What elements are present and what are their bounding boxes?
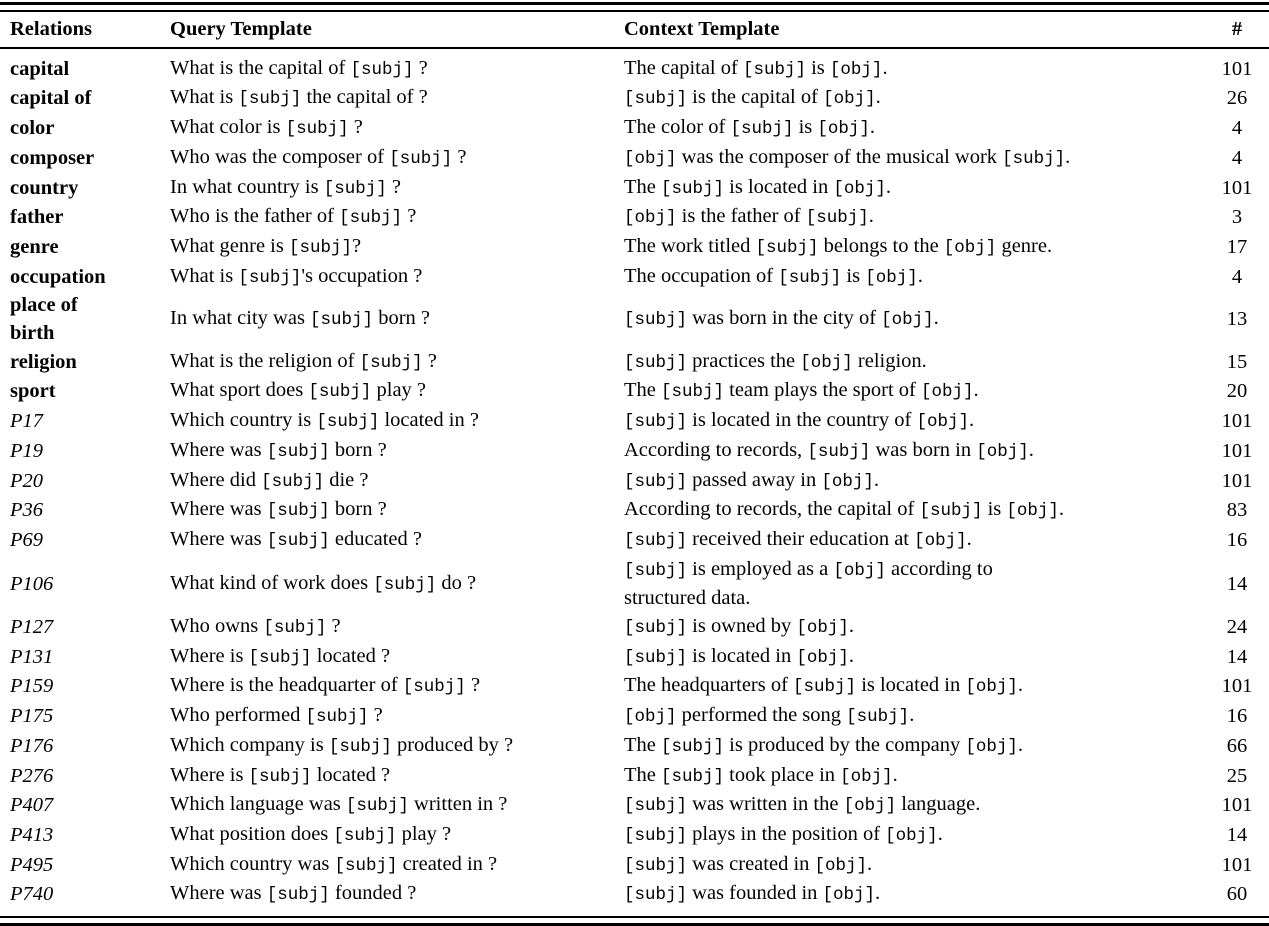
subj-placeholder: [subj] xyxy=(807,441,871,462)
query-template-cell: Where is [subj] located ? xyxy=(170,763,391,787)
context-template-cell: [subj] is located in the country of [obj]. xyxy=(624,409,975,433)
context-template-cell: The [subj] took place in [obj]. xyxy=(624,763,898,787)
subj-placeholder: [subj] xyxy=(359,352,423,373)
subj-placeholder: [subj] xyxy=(305,707,369,728)
context-template-cell: The work titled [subj] belongs to the [obj] genre. xyxy=(624,234,1053,258)
subj-placeholder: [subj] xyxy=(373,574,437,595)
query-template-cell: Who is the father of [subj] ? xyxy=(170,205,417,229)
subj-placeholder: [subj] xyxy=(624,618,688,639)
query-template-cell: Where is the headquarter of [subj] ? xyxy=(170,674,481,698)
col-header-relations: Relations xyxy=(0,12,162,48)
query-template-cell: What genre is [subj]? xyxy=(170,234,362,258)
relation-cell: P276 xyxy=(10,764,54,787)
table-row xyxy=(0,791,1269,821)
subj-placeholder: [subj] xyxy=(624,471,688,492)
query-template-cell: Where was [subj] founded ? xyxy=(170,882,417,906)
context-template-cell: [subj] was created in [obj]. xyxy=(624,852,873,876)
query-template-cell: Where was [subj] born ? xyxy=(170,438,387,462)
relation-cell: P19 xyxy=(10,439,44,462)
subj-placeholder: [subj] xyxy=(846,707,910,728)
query-template-cell: Who performed [subj] ? xyxy=(170,704,383,728)
context-template-cell: [obj] was the composer of the musical work [subj]. xyxy=(624,145,1071,169)
subj-placeholder: [subj] xyxy=(263,618,327,639)
subj-placeholder: [subj] xyxy=(624,352,688,373)
obj-placeholder: [obj] xyxy=(624,148,677,169)
query-template-cell: In what city was [subj] born ? xyxy=(170,307,430,331)
obj-placeholder: [obj] xyxy=(840,766,893,787)
obj-placeholder: [obj] xyxy=(833,560,886,581)
count-cell: 4 xyxy=(1231,117,1243,140)
relation-cell: genre xyxy=(10,235,59,258)
table-body xyxy=(0,48,1269,916)
count-cell: 25 xyxy=(1226,764,1248,787)
query-template-cell: What sport does [subj] play ? xyxy=(170,379,427,403)
context-template-cell: [subj] received their education at [obj]. xyxy=(624,527,972,551)
obj-placeholder: [obj] xyxy=(822,885,876,906)
context-template-cell: [subj] practices the [obj] religion. xyxy=(624,349,927,373)
col-header-query-template: Query Template xyxy=(162,12,618,48)
subj-placeholder: [subj] xyxy=(402,677,466,698)
obj-placeholder: [obj] xyxy=(914,530,967,551)
table-row xyxy=(0,114,1269,144)
count-cell: 101 xyxy=(1221,794,1253,817)
count-cell: 3 xyxy=(1231,206,1243,229)
count-cell: 101 xyxy=(1221,176,1253,199)
obj-placeholder: [obj] xyxy=(881,310,934,331)
relation-templates-table xyxy=(0,12,1269,916)
subj-placeholder: [subj] xyxy=(316,412,380,433)
obj-placeholder: [obj] xyxy=(965,736,1018,757)
count-cell: 83 xyxy=(1226,499,1248,522)
subj-placeholder: [subj] xyxy=(266,885,330,906)
table-row xyxy=(0,144,1269,174)
context-template-cell: [subj] plays in the position of [obj]. xyxy=(624,822,943,846)
relation-cell: place of birth xyxy=(10,294,78,345)
obj-placeholder: [obj] xyxy=(821,471,874,492)
subj-placeholder: [subj] xyxy=(266,530,330,551)
subj-placeholder: [subj] xyxy=(261,471,325,492)
query-template-cell: What is the capital of [subj] ? xyxy=(170,56,428,80)
table-row xyxy=(0,613,1269,643)
query-template-cell: Which company is [subj] produced by ? xyxy=(170,733,514,757)
context-template-cell: [subj] passed away in [obj]. xyxy=(624,468,880,492)
table-row xyxy=(0,292,1269,347)
obj-placeholder: [obj] xyxy=(943,237,997,258)
context-template-cell: According to records, the capital of [subj] is [obj]. xyxy=(624,498,1065,522)
query-template-cell: What color is [subj] ? xyxy=(170,116,363,140)
table-row xyxy=(0,377,1269,407)
context-template-cell: [subj] is owned by [obj]. xyxy=(624,615,854,639)
subj-placeholder: [subj] xyxy=(339,208,403,229)
query-template-cell: Where is [subj] located ? xyxy=(170,644,391,668)
subj-placeholder: [subj] xyxy=(919,501,983,522)
table-row xyxy=(0,233,1269,263)
header-row xyxy=(0,12,1269,48)
context-template-cell: [subj] is the capital of [obj]. xyxy=(624,86,881,110)
subj-placeholder: [subj] xyxy=(288,237,352,258)
obj-placeholder: [obj] xyxy=(885,825,938,846)
relation-cell: P413 xyxy=(10,823,54,846)
table-header xyxy=(0,12,1269,48)
subj-placeholder: [subj] xyxy=(266,501,330,522)
subj-placeholder: [subj] xyxy=(285,119,349,140)
table-row xyxy=(0,526,1269,556)
count-cell: 14 xyxy=(1226,823,1248,846)
query-template-cell: Which language was [subj] written in ? xyxy=(170,793,508,817)
obj-placeholder: [obj] xyxy=(965,677,1018,698)
table-row xyxy=(0,48,1269,85)
context-template-cell: The [subj] is located in [obj]. xyxy=(624,175,891,199)
table-row xyxy=(0,263,1269,293)
count-cell: 101 xyxy=(1221,57,1253,80)
subj-placeholder: [subj] xyxy=(248,647,312,668)
table-row xyxy=(0,643,1269,673)
subj-placeholder: [subj] xyxy=(334,855,398,876)
query-template-cell: Where was [subj] educated ? xyxy=(170,527,422,551)
subj-placeholder: [subj] xyxy=(661,766,725,787)
query-template-cell: Which country was [subj] created in ? xyxy=(170,852,498,876)
obj-placeholder: [obj] xyxy=(921,382,974,403)
table-row xyxy=(0,880,1269,916)
subj-placeholder: [subj] xyxy=(624,796,688,817)
subj-placeholder: [subj] xyxy=(730,119,794,140)
subj-placeholder: [subj] xyxy=(624,560,688,581)
subj-placeholder: [subj] xyxy=(793,677,857,698)
query-template-cell: What kind of work does [subj] do ? xyxy=(170,571,477,595)
count-cell: 16 xyxy=(1226,528,1248,551)
relation-cell: P36 xyxy=(10,499,44,522)
context-template-cell: [obj] performed the song [subj]. xyxy=(624,704,915,728)
obj-placeholder: [obj] xyxy=(833,178,886,199)
obj-placeholder: [obj] xyxy=(814,855,868,876)
relation-cell: P740 xyxy=(10,883,54,906)
table-row xyxy=(0,496,1269,526)
subj-placeholder: [subj] xyxy=(310,310,374,331)
count-cell: 101 xyxy=(1221,675,1253,698)
obj-placeholder: [obj] xyxy=(796,647,849,668)
obj-placeholder: [obj] xyxy=(976,441,1029,462)
context-template-cell: According to records, [subj] was born in [obj]. xyxy=(624,438,1034,462)
subj-placeholder: [subj] xyxy=(624,89,688,110)
obj-placeholder: [obj] xyxy=(624,707,677,728)
table-row xyxy=(0,821,1269,851)
table-row xyxy=(0,407,1269,437)
count-cell: 101 xyxy=(1221,410,1253,433)
context-template-cell: The [subj] team plays the sport of [obj]. xyxy=(624,379,979,403)
context-template-cell: The [subj] is produced by the company [obj]. xyxy=(624,733,1024,757)
context-template-cell: [subj] was written in the [obj] language. xyxy=(624,793,981,817)
count-cell: 17 xyxy=(1226,235,1248,258)
relation-cell: P69 xyxy=(10,528,44,551)
relation-cell: P176 xyxy=(10,734,54,757)
query-template-cell: Where was [subj] born ? xyxy=(170,498,387,522)
query-template-cell: What is [subj]'s occupation ? xyxy=(170,264,423,288)
count-cell: 16 xyxy=(1226,705,1248,728)
query-template-cell: Who was the composer of [subj] ? xyxy=(170,145,467,169)
context-template-cell: The color of [subj] is [obj]. xyxy=(624,116,876,140)
relation-cell: P20 xyxy=(10,469,44,492)
obj-placeholder: [obj] xyxy=(843,796,897,817)
subj-placeholder: [subj] xyxy=(238,89,302,110)
context-template-cell: [subj] is employed as a [obj] according to structured data. xyxy=(624,557,993,610)
obj-placeholder: [obj] xyxy=(829,59,883,80)
obj-placeholder: [obj] xyxy=(865,267,918,288)
query-template-cell: What is [subj] the capital of ? xyxy=(170,86,428,110)
subj-placeholder: [subj] xyxy=(624,855,688,876)
context-template-cell: [obj] is the father of [subj]. xyxy=(624,205,874,229)
context-template-cell: [subj] is located in [obj]. xyxy=(624,644,854,668)
subj-placeholder: [subj] xyxy=(624,310,688,331)
table-row xyxy=(0,174,1269,204)
count-cell: 60 xyxy=(1226,883,1248,906)
subj-placeholder: [subj] xyxy=(308,382,372,403)
relation-cell: P495 xyxy=(10,853,54,876)
subj-placeholder: [subj] xyxy=(624,885,688,906)
relation-cell: P131 xyxy=(10,645,54,668)
subj-placeholder: [subj] xyxy=(805,208,869,229)
table-row xyxy=(0,84,1269,114)
context-template-cell: The capital of [subj] is [obj]. xyxy=(624,56,888,80)
relation-cell: father xyxy=(10,206,64,229)
table-row xyxy=(0,203,1269,233)
count-cell: 101 xyxy=(1221,439,1253,462)
table-row xyxy=(0,732,1269,762)
count-cell: 101 xyxy=(1221,853,1253,876)
subj-placeholder: [subj] xyxy=(742,59,806,80)
obj-placeholder: [obj] xyxy=(800,352,853,373)
obj-placeholder: [obj] xyxy=(796,618,849,639)
subj-placeholder: [subj] xyxy=(661,178,725,199)
table-row xyxy=(0,851,1269,881)
query-template-cell: What position does [subj] play ? xyxy=(170,822,452,846)
query-template-cell: Where did [subj] die ? xyxy=(170,468,369,492)
subj-placeholder: [subj] xyxy=(624,412,688,433)
col-header-context-template: Context Template xyxy=(618,12,1205,48)
context-template-cell: The occupation of [subj] is [obj]. xyxy=(624,264,923,288)
count-cell: 101 xyxy=(1221,469,1253,492)
table-row xyxy=(0,672,1269,702)
count-cell: 20 xyxy=(1226,380,1248,403)
count-cell: 14 xyxy=(1226,645,1248,668)
relation-cell: color xyxy=(10,117,55,140)
table-row xyxy=(0,467,1269,497)
context-template-cell: The headquarters of [subj] is located in [obj]. xyxy=(624,674,1024,698)
obj-placeholder: [obj] xyxy=(817,119,870,140)
subj-placeholder: [subj] xyxy=(323,178,387,199)
subj-placeholder: [subj] xyxy=(248,766,312,787)
relation-cell: P106 xyxy=(10,572,54,595)
subj-placeholder: [subj] xyxy=(624,647,688,668)
count-cell: 15 xyxy=(1226,350,1248,373)
query-template-cell: What is the religion of [subj] ? xyxy=(170,349,437,373)
count-cell: 4 xyxy=(1231,265,1243,288)
table-row xyxy=(0,702,1269,732)
col-header-count: # xyxy=(1205,12,1269,48)
subj-placeholder: [subj] xyxy=(350,59,414,80)
count-cell: 26 xyxy=(1226,87,1248,110)
relation-cell: P407 xyxy=(10,794,54,817)
subj-placeholder: [subj] xyxy=(266,441,330,462)
count-cell: 13 xyxy=(1226,308,1248,331)
subj-placeholder: [subj] xyxy=(345,796,409,817)
subj-placeholder: [subj] xyxy=(333,825,397,846)
obj-placeholder: [obj] xyxy=(624,208,677,229)
relation-cell: P127 xyxy=(10,616,54,639)
subj-placeholder: [subj] xyxy=(389,148,453,169)
relation-cell: occupation xyxy=(10,265,106,288)
relation-cell: P175 xyxy=(10,705,54,728)
relation-cell: religion xyxy=(10,350,77,373)
query-template-cell: Which country is [subj] located in ? xyxy=(170,409,479,433)
relation-cell: P159 xyxy=(10,675,54,698)
subj-placeholder: [subj] xyxy=(1002,148,1066,169)
table-row xyxy=(0,437,1269,467)
count-cell: 14 xyxy=(1226,572,1248,595)
subj-placeholder: [subj] xyxy=(778,267,842,288)
subj-placeholder: [subj] xyxy=(238,267,302,288)
subj-placeholder: [subj] xyxy=(328,736,392,757)
obj-placeholder: [obj] xyxy=(916,412,969,433)
context-template-cell: [subj] was born in the city of [obj]. xyxy=(624,307,939,331)
table-row xyxy=(0,762,1269,792)
relation-cell: capital of xyxy=(10,87,92,110)
table-row xyxy=(0,556,1269,613)
relation-cell: composer xyxy=(10,146,95,169)
subj-placeholder: [subj] xyxy=(661,736,725,757)
obj-placeholder: [obj] xyxy=(1006,501,1059,522)
obj-placeholder: [obj] xyxy=(823,89,876,110)
query-template-cell: Who owns [subj] ? xyxy=(170,615,341,639)
context-template-cell: [subj] was founded in [obj]. xyxy=(624,882,881,906)
subj-placeholder: [subj] xyxy=(624,825,688,846)
relation-cell: P17 xyxy=(10,410,44,433)
count-cell: 24 xyxy=(1226,616,1248,639)
relation-cell: sport xyxy=(10,380,56,403)
count-cell: 4 xyxy=(1231,146,1243,169)
relation-cell: capital xyxy=(10,57,70,80)
subj-placeholder: [subj] xyxy=(624,530,688,551)
query-template-cell: In what country is [subj] ? xyxy=(170,175,401,199)
subj-placeholder: [subj] xyxy=(661,382,725,403)
subj-placeholder: [subj] xyxy=(755,237,819,258)
relation-cell: country xyxy=(10,176,79,199)
table-row xyxy=(0,348,1269,378)
count-cell: 66 xyxy=(1226,734,1248,757)
